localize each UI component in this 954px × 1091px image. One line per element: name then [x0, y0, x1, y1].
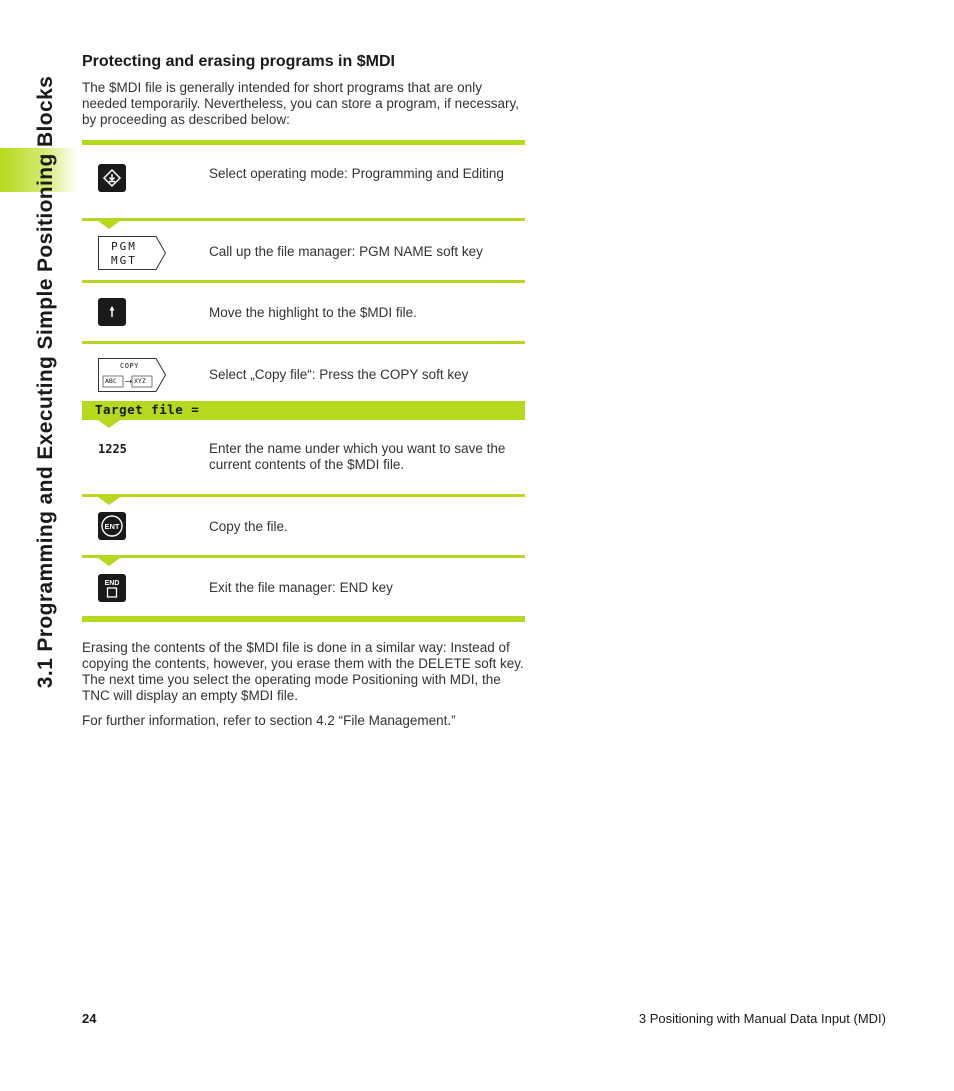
step-description: Call up the file manager: PGM NAME soft key [209, 244, 483, 259]
input-value[interactable]: 1225 [98, 442, 127, 456]
step-divider [82, 494, 525, 497]
softkey-label-line1: PGM [111, 240, 137, 253]
copy-softkey[interactable] [98, 358, 166, 392]
end-key-label: END [104, 580, 120, 587]
step-arrow-marker [98, 558, 120, 566]
step-divider [82, 140, 525, 145]
step-arrow-marker [98, 420, 120, 428]
step-divider [82, 341, 525, 344]
step-divider [82, 555, 525, 558]
ent-key-label: ENT [104, 522, 120, 531]
softkey-label-target: XYZ [134, 377, 146, 385]
arrow-up-key-icon[interactable] [98, 298, 126, 326]
dialog-prompt-text: Target file = [95, 402, 200, 417]
step-divider [82, 280, 525, 283]
ent-key-icon[interactable] [98, 512, 126, 540]
softkey-label-copy: COPY [120, 362, 139, 370]
step-description: Move the highlight to the $MDI file. [209, 305, 417, 320]
dialog-prompt-bar [82, 401, 525, 420]
end-key-icon[interactable] [98, 574, 126, 602]
step-description: Select operating mode: Programming and Editing [209, 166, 504, 181]
step-description: Copy the file. [209, 519, 288, 534]
softkey-label-line2: MGT [111, 254, 137, 267]
page-number: 24 [82, 1011, 97, 1026]
pgm-mgt-softkey[interactable] [98, 236, 166, 270]
step-description: Enter the name under which you want to save the current contents of the $MDI file. [209, 441, 506, 472]
chapter-side-title: 3.1 Programming and Executing Simple Positioning Blocks [34, 75, 57, 689]
step-description: Select „Copy file“: Press the COPY soft key [209, 367, 469, 382]
steps-end-divider [82, 616, 525, 622]
reference-paragraph: For further information, refer to section 4.2 “File Management.” [82, 713, 456, 728]
intro-paragraph: The $MDI file is generally intended for short programs that are only needed temporarily. Nevertheless, you can store a program, if necessary, by proceeding as described below: [82, 80, 519, 127]
step-description: Exit the file manager: END key [209, 580, 393, 595]
programming-mode-key-icon[interactable] [98, 164, 126, 192]
step-arrow-marker [98, 221, 120, 229]
erase-paragraph: Erasing the contents of the $MDI file is done in a similar way: Instead of copying the contents, however, you erase them with the DELETE soft key. The next time you select the operating mode Positioning with MDI, the TNC will display an empty $MDI file. [82, 640, 524, 703]
softkey-label-source: ABC [105, 377, 117, 385]
section-title: Protecting and erasing programs in $MDI [82, 53, 395, 70]
footer-chapter-title: 3 Positioning with Manual Data Input (MDI) [638, 1011, 886, 1026]
step-arrow-marker [98, 497, 120, 505]
step-divider [82, 218, 525, 221]
